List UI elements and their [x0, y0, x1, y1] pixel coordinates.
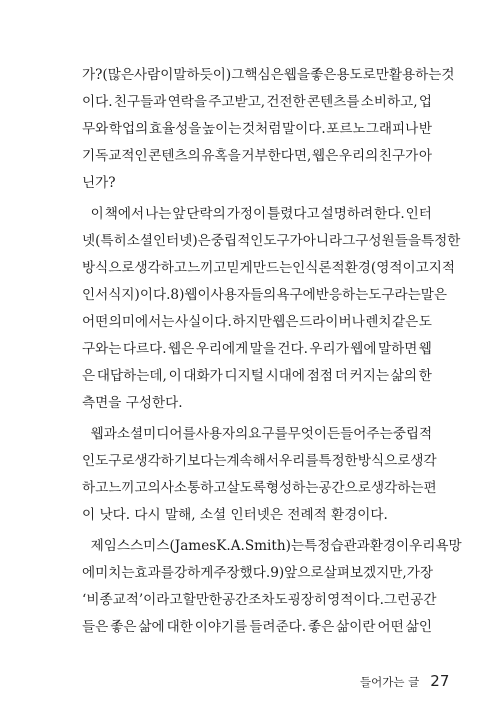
text-line: 이다. 친구들과 연락을 주고받고, 건전한 콘텐츠를 소비하고, 업	[82, 94, 432, 110]
text-line: 웹과 소셜 미디어를 사용자의 요구를 무엇이든 들어주는 중립적	[82, 426, 433, 442]
page-number: 27	[430, 672, 450, 690]
text-line: 닌가?	[82, 175, 116, 191]
text-line: ‘비종교적’이라고 할 만한 공간조차도 굉장히 영적이다. 그런 공간	[82, 592, 437, 608]
text-line: 에 미치는 효과를 강하게 주장했다.9) 앞으로 살펴보겠지만, 가장	[82, 565, 433, 581]
text-line: 제임스 스미스(James K. A. Smith)는 특정 습관과 환경이 우리 욕망	[82, 538, 462, 554]
running-footer-title: 들어가는 글	[360, 675, 420, 689]
text-line: 들은 좋은 삶에 대한 이야기를 들려준다. 좋은 삶이란 어떤 삶인	[82, 619, 432, 635]
text-line: 어떤 의미에서는 사실이다. 하지만 웹은 드라이버나 렌치 같은 도	[82, 314, 432, 330]
text-line: 가? (많은 사람이 말하듯이) 그 핵심은 웹을 좋은 용도로만 활용하는 것	[82, 67, 455, 83]
text-line: 이 책에서 나는 앞 단락의 가정이 틀렸다고 설명하려 한다. 인터	[82, 206, 432, 222]
text-line: 이 낫다. 다시 말해, 소셜 인터넷은 전례적 환경이다.	[82, 507, 388, 523]
text-line: 인 도구로 생각하기보다는 계속해서 우리를 특정한 방식으로 생각	[82, 453, 437, 469]
text-line: 넷(특히 소셜 인터넷)은 중립적인 도구가 아니라 그 구성원들을 특정한	[82, 233, 461, 249]
text-line: 구와는 다르다. 웹은 우리에게 말을 건다. 우리가 웹에 말하면 웹	[82, 341, 432, 357]
text-line: 측면을 구성한다.	[82, 395, 183, 411]
text-line: 인 서식지)이다.8) 웹이 사용자들의 욕구에 반응하는 도구라는 말은	[82, 287, 448, 303]
text-line: 기독교적인 콘텐츠의 유혹을 거부한다면, 웹은 우리의 친구가 아	[82, 148, 432, 164]
text-line: 무와 학업의 효율성을 높이는 것처럼 말이다. 포르노그래피나 반	[82, 121, 432, 137]
text-line: 하고 느끼고 의사소통하고 살도록 형성하는 공간으로 생각하는 편	[82, 480, 437, 496]
body-text	[82, 62, 462, 641]
text-line: 방식으로 생각하고 느끼고 믿게 만드는 인식론적 환경(영적이고 지적	[82, 260, 456, 276]
text-line: 은 대답하는데, 이 대화가 디지털 시대에 점점 더 커지는 삶의 한	[82, 368, 432, 384]
page-footer	[360, 671, 449, 690]
